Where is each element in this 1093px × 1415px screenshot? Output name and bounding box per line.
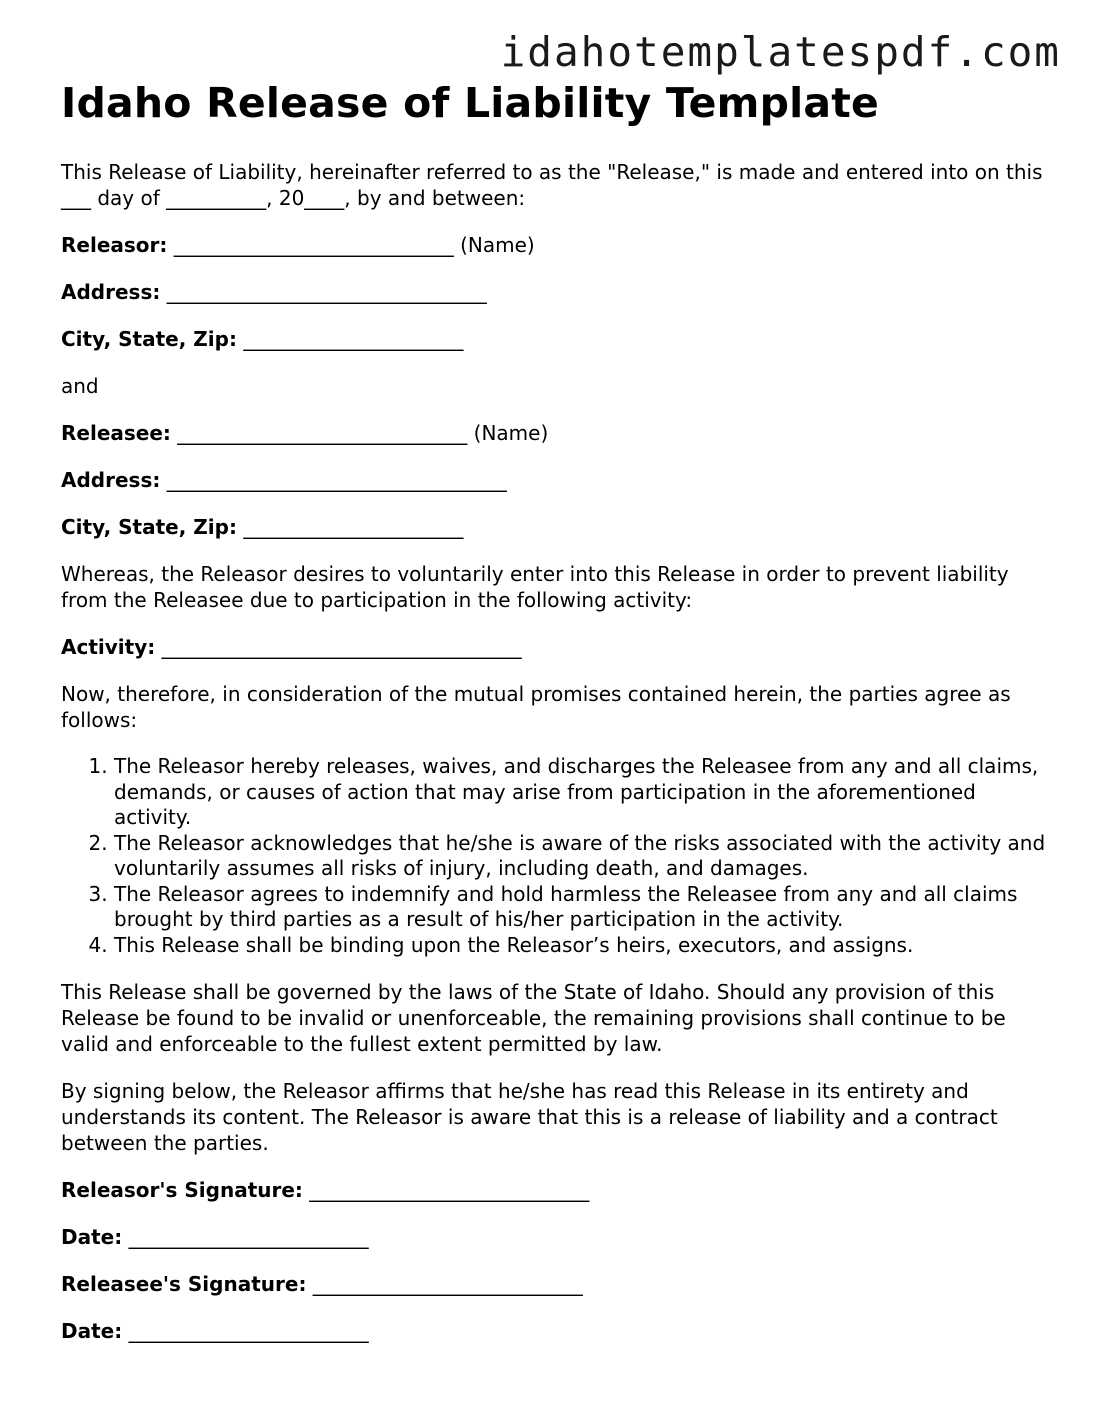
releasor-address-field	[61, 279, 1046, 305]
releasee-address-field	[61, 467, 1046, 493]
whereas-paragraph: Whereas, the Releasor desires to voluntarily enter into this Release in order to prevent liability from the Releasee due to participation in the following activity:	[61, 562, 1009, 612]
list-item: 3. The Releasor agrees to indemnify and hold harmless the Releasee from any and all claims brought by third parties as a result of his/her participation in the activity.	[114, 882, 1046, 933]
list-item: 1. The Releasor hereby releases, waives, and discharges the Releasee from any and all claims, demands, or causes of action that may arise from participation in the aforementioned activity.	[114, 754, 1046, 831]
releasee-signature-label: Releasee's Signature:	[61, 1272, 307, 1296]
releasor-city-blank: ______________________	[236, 327, 464, 351]
document-page	[61, 78, 1046, 1344]
releasee-signature-field	[61, 1271, 1046, 1297]
document-title: Idaho Release of Liability Template	[61, 79, 880, 127]
governing-law-paragraph: This Release shall be governed by the laws of the State of Idaho. Should any provision of this Release be found to be invalid or unenforceable, the remaining provisions shall continue to be valid and enforceable to the fullest extent permitted by law.	[61, 980, 1006, 1056]
intro-paragraph: This Release of Liability, hereinafter referred to as the "Release," is made and entered into on this ___ day of __________, 20____, by and between:	[61, 160, 1043, 210]
releasee-name-field	[61, 420, 1046, 446]
releasor-address-blank: ________________________________	[160, 280, 487, 304]
list-item: 2. The Releasor acknowledges that he/she is aware of the risks associated with the activity and voluntarily assumes all risks of injury, including death, and damages.	[114, 831, 1046, 882]
releasor-signature-label: Releasor's Signature:	[61, 1178, 303, 1202]
releasor-city-field	[61, 326, 1046, 352]
releasee-city-label: City, State, Zip:	[61, 515, 237, 539]
releasor-name-label: Releasor:	[61, 233, 168, 257]
activity-blank: ____________________________________	[155, 635, 522, 659]
and-text: and	[61, 374, 99, 398]
releasee-date-field	[61, 1318, 1046, 1344]
releasor-name-blank: ____________________________ (Name)	[167, 233, 535, 257]
releasee-city-blank: ______________________	[236, 515, 464, 539]
releasee-address-blank: __________________________________	[160, 468, 507, 492]
releasor-date-label: Date:	[61, 1225, 123, 1249]
releasee-address-label: Address:	[61, 468, 161, 492]
releasor-signature-field	[61, 1177, 1046, 1203]
releasee-name-label: Releasee:	[61, 421, 171, 445]
activity-field	[61, 634, 1046, 660]
site-watermark: idahotemplatespdf.com	[500, 28, 1061, 76]
releasor-address-label: Address:	[61, 280, 161, 304]
list-item: 4. This Release shall be binding upon the Releasor’s heirs, executors, and assigns.	[114, 933, 1046, 959]
releasor-city-label: City, State, Zip:	[61, 327, 237, 351]
activity-label: Activity:	[61, 635, 156, 659]
releasor-date-field	[61, 1224, 1046, 1250]
releasor-name-field	[61, 232, 1046, 258]
releasee-signature-blank: ___________________________	[306, 1272, 583, 1296]
terms-list	[61, 754, 1046, 958]
releasee-name-blank: _____________________________ (Name)	[170, 421, 549, 445]
releasee-date-label: Date:	[61, 1319, 123, 1343]
affirmation-paragraph: By signing below, the Releasor affirms that he/she has read this Release in its entirety and understands its content. The Releasor is aware that this is a release of liability and a contract between the parties.	[61, 1079, 998, 1155]
now-therefore-paragraph: Now, therefore, in consideration of the mutual promises contained herein, the parties agree as follows:	[61, 682, 1011, 732]
releasor-signature-blank: ____________________________	[302, 1178, 590, 1202]
releasee-date-blank: ________________________	[122, 1319, 369, 1343]
releasee-city-field	[61, 514, 1046, 540]
releasor-date-blank: ________________________	[122, 1225, 369, 1249]
